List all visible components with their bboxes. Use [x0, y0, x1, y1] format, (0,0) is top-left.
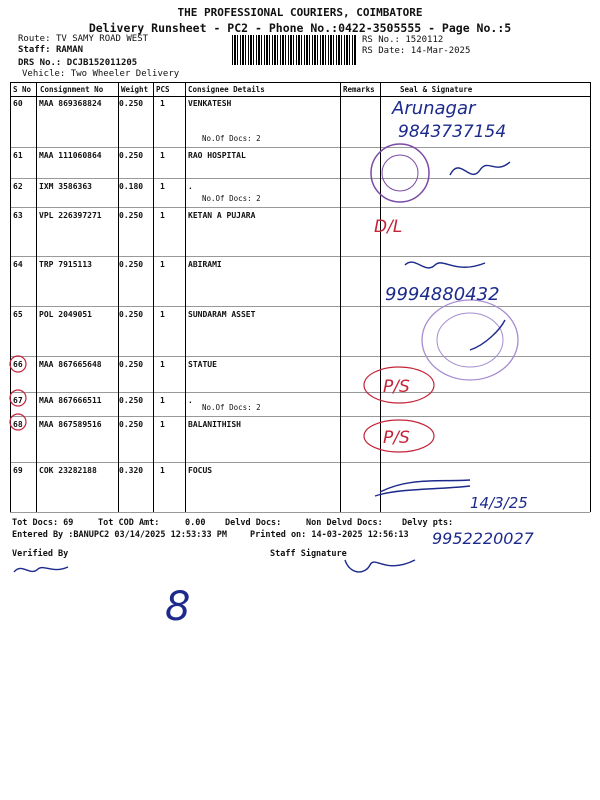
signature-64	[405, 262, 485, 268]
row-consignee: RAO HOSPITAL	[188, 151, 246, 160]
row-consignment: MAA 867589516	[39, 420, 102, 429]
col-pcs: PCS	[156, 85, 170, 94]
row-no-of-docs: No.Of Docs: 2	[202, 134, 261, 143]
row-pcs: 1	[160, 182, 165, 191]
row-sno: 65	[13, 310, 23, 319]
rs-date-value: 14-Mar-2025	[410, 46, 471, 56]
row-consignee: BALANITHISH	[188, 420, 241, 429]
hand-phone-60: 9843737154	[398, 122, 507, 142]
delvd-docs: Delvd Docs:	[225, 518, 282, 528]
hand-dl-63: D/L	[374, 217, 403, 237]
row-consignment: MAA 867665648	[39, 360, 102, 369]
row-consignee: .	[188, 396, 193, 405]
sno-circle-67	[10, 390, 26, 406]
row-no-of-docs: No.Of Docs: 2	[202, 194, 261, 203]
row-weight: 0.250	[119, 99, 144, 108]
row-consignee: KETAN A PUJARA	[188, 211, 256, 220]
verified-signature	[14, 567, 68, 572]
printed-on: Printed on: 14-03-2025 12:56:13	[250, 530, 409, 540]
row-sno: 67	[13, 396, 23, 405]
staff-label: Staff:	[18, 45, 51, 55]
tot-docs: Tot Docs: 69	[12, 518, 74, 528]
row-sno: 64	[13, 260, 23, 269]
col-weight: Weight	[121, 85, 149, 94]
row-weight: 0.320	[119, 466, 144, 475]
signature-69	[375, 480, 470, 496]
col-sno: S No	[13, 85, 32, 94]
hand-phone-64: 9994880432	[385, 284, 500, 305]
row-consignment: MAA 869368824	[39, 99, 102, 108]
row-consignment: IXM 3586363	[39, 182, 92, 191]
tot-cod: Tot COD Amt: 0.00	[98, 518, 206, 528]
staff-value: RAMAN	[55, 45, 84, 55]
hand-date-69: 14/3/25	[470, 494, 528, 512]
row-consignee: SUNDARAM ASSET	[188, 310, 256, 319]
row-pcs: 1	[160, 466, 165, 475]
row-pcs: 1	[160, 99, 165, 108]
row-consignee: .	[188, 182, 193, 191]
col-consignment: Consignment No	[40, 85, 104, 94]
col-consignee: Consignee Details	[188, 85, 265, 94]
row-sno: 66	[13, 360, 23, 369]
company-stamp-inner	[437, 313, 503, 367]
row-weight: 0.250	[119, 151, 144, 160]
row-weight: 0.250	[119, 396, 144, 405]
row-sno: 69	[13, 466, 23, 475]
row-pcs: 1	[160, 310, 165, 319]
staff-signature	[345, 560, 415, 572]
hand-name-60: Arunagar	[392, 98, 476, 119]
row-consignment: COK 23282188	[39, 466, 97, 475]
hand-mark-foot: 8	[165, 584, 191, 630]
non-delvd-docs: Non Delvd Docs:	[306, 518, 383, 528]
row-weight: 0.250	[119, 420, 144, 429]
col-remarks: Remarks	[343, 85, 375, 94]
row-consignee: ABIRAMI	[188, 260, 222, 269]
row-consignment: POL 2049051	[39, 310, 92, 319]
row-consignee: STATUE	[188, 360, 217, 369]
signature-61	[450, 162, 510, 175]
route-value: TV SAMY ROAD WEST	[55, 34, 149, 44]
row-weight: 0.180	[119, 182, 144, 191]
row-pcs: 1	[160, 360, 165, 369]
verified-by: Verified By	[12, 549, 69, 559]
row-pcs: 1	[160, 211, 165, 220]
sno-circle-68	[10, 414, 26, 430]
entered-by: Entered By :BANUPC2 03/14/2025 12:53:33 PM	[12, 530, 227, 540]
hospital-stamp	[371, 144, 429, 202]
route-label: Route:	[18, 34, 51, 44]
row-consignment: MAA 111060864	[39, 151, 102, 160]
vehicle-label: Vehicle:	[22, 69, 66, 79]
row-weight: 0.250	[119, 310, 144, 319]
row-consignee: FOCUS	[188, 466, 213, 475]
row-sno: 62	[13, 182, 23, 191]
hand-ps-68: P/S	[383, 428, 410, 448]
row-pcs: 1	[160, 151, 165, 160]
sno-circle-66	[10, 356, 26, 372]
row-consignee: VENKATESH	[188, 99, 232, 108]
row-sno: 68	[13, 420, 23, 429]
drs-value: DCJB152011205	[66, 58, 138, 68]
rs-no-value: 1520112	[405, 35, 444, 45]
row-consignment: VPL 226397271	[39, 211, 102, 220]
company-title: THE PROFESSIONAL COURIERS, COIMBATORE	[177, 6, 423, 19]
col-seal: Seal & Signature	[400, 85, 473, 94]
row-sno: 63	[13, 211, 23, 220]
row-weight: 0.250	[119, 211, 144, 220]
rs-date-label: RS Date:	[362, 46, 406, 56]
row-no-of-docs: No.Of Docs: 2	[202, 403, 261, 412]
row-weight: 0.250	[119, 260, 144, 269]
row-pcs: 1	[160, 396, 165, 405]
drs-label: DRS No.:	[18, 58, 62, 68]
row-sno: 60	[13, 99, 23, 108]
vehicle-value: Two Wheeler Delivery	[70, 69, 180, 79]
rs-no-label: RS No.:	[362, 35, 400, 45]
staff-signature-label: Staff Signature	[270, 549, 347, 559]
runsheet-subtitle: Delivery Runsheet - PC2 - Phone No.:0422-3505555 - Page No.:5	[88, 21, 512, 35]
row-consignment: TRP 7915113	[39, 260, 92, 269]
signature-65	[470, 320, 505, 350]
hospital-stamp-inner	[382, 155, 418, 191]
hand-ps-66: P/S	[383, 377, 410, 397]
hand-phone-foot: 9952220027	[432, 529, 534, 548]
delvy-pts: Delvy pts:	[402, 518, 454, 528]
row-sno: 61	[13, 151, 23, 160]
row-pcs: 1	[160, 260, 165, 269]
row-weight: 0.250	[119, 360, 144, 369]
row-pcs: 1	[160, 420, 165, 429]
row-consignment: MAA 867666511	[39, 396, 102, 405]
company-stamp	[422, 300, 518, 380]
